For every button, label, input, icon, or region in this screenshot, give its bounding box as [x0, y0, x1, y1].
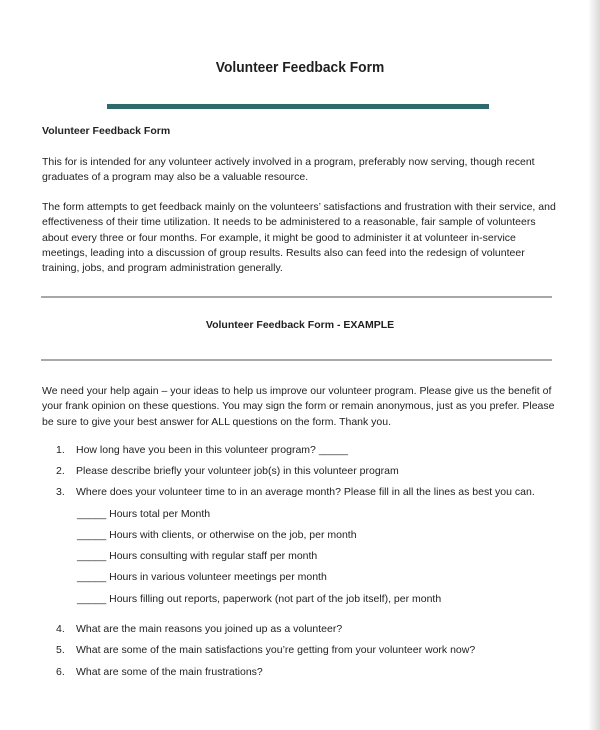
question-text: How long have you been in this volunteer program? _____ [76, 444, 349, 456]
title-underline-bar [107, 104, 489, 109]
time-line-meetings: _____ Hours in various volunteer meetings per month [77, 571, 327, 583]
time-line-clients: _____ Hours with clients, or otherwise on the job, per month [77, 529, 357, 541]
purpose-paragraph: The form attempts to get feedback mainly on the volunteers’ satisfactions and frustration with their service, and effectiveness of their time utilization. It needs to be administered to a reasonable, fair sample of volunteers about every three or four months. For example, it might be good to administer it at volunteer in-service meetings, leading into a discussion of group results. Results also can feed into the redesign of volunteer training, jobs, and program administration generally. [42, 201, 556, 275]
time-line-staff: _____ Hours consulting with regular staff per month [77, 550, 318, 562]
question-3 [56, 485, 535, 499]
time-line-paperwork: _____ Hours filling out reports, paperwork (not part of the job itself), per month [77, 593, 442, 605]
section-heading: Volunteer Feedback Form [42, 125, 171, 137]
question-number: 2. [56, 465, 65, 477]
example-heading: Volunteer Feedback Form - EXAMPLE [205, 319, 395, 331]
page-title: Volunteer Feedback Form [215, 59, 385, 76]
question-text: What are the main reasons you joined up as a volunteer? [76, 623, 343, 635]
divider-top [41, 296, 552, 298]
question-number: 3. [56, 486, 65, 498]
divider-bottom [41, 359, 552, 361]
page-edge-shadow [588, 0, 600, 730]
question-text: What are some of the main satisfactions you’re getting from your volunteer work now? [76, 644, 476, 656]
question-2 [56, 464, 399, 478]
question-4 [56, 622, 342, 636]
question-6 [56, 665, 263, 679]
question-5 [56, 643, 475, 657]
question-number: 5. [56, 644, 65, 656]
help-paragraph: We need your help again – your ideas to help us improve our volunteer program. Please give us the benefit of your frank opinion on these questions. You may sign the form or remain anonymous, just as you prefer. Please be sure to give your best answer for ALL questions on the form. Thank you. [42, 385, 555, 428]
intro-paragraph: This for is intended for any volunteer actively involved in a program, preferably now serving, though recent graduates of a program may also be a valuable resource. [42, 156, 535, 184]
question-number: 1. [56, 444, 65, 456]
question-number: 6. [56, 666, 65, 678]
time-line-total: _____ Hours total per Month [77, 508, 211, 520]
question-number: 4. [56, 623, 65, 635]
question-text: Where does your volunteer time to in an average month? Please fill in all the lines as best you can. [76, 486, 535, 498]
question-1 [56, 443, 348, 457]
question-text: Please describe briefly your volunteer job(s) in this volunteer program [76, 465, 399, 477]
question-text: What are some of the main frustrations? [76, 666, 263, 678]
